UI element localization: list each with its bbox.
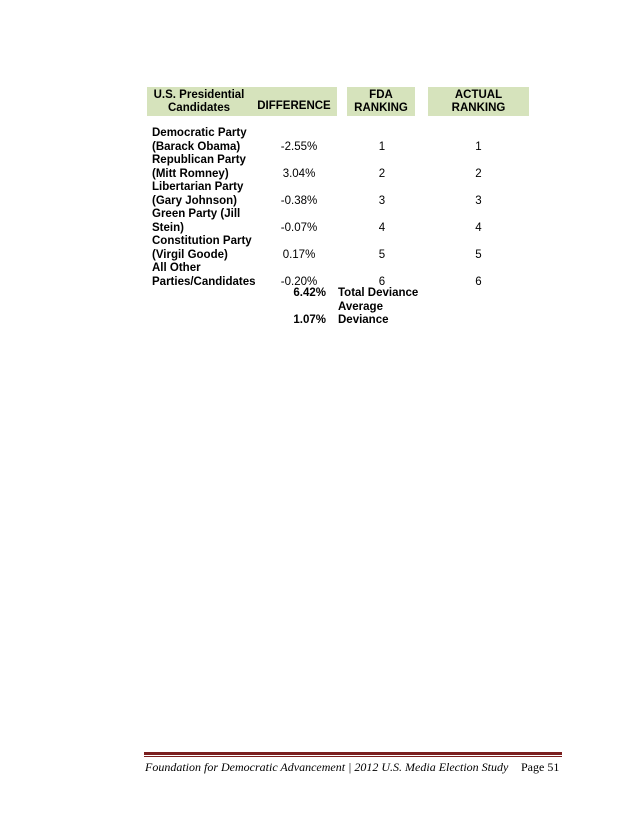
candidate-name-line-2: (Mitt Romney) <box>152 167 229 180</box>
candidate-name-line-1: Constitution Party <box>152 235 252 247</box>
results-table-body <box>152 127 552 289</box>
header-actual-line-1: ACTUAL <box>454 88 503 101</box>
actual-ranking-value: 5 <box>475 248 482 261</box>
difference-value: -2.55% <box>280 140 318 153</box>
table-row <box>152 154 552 181</box>
average-deviance-label-line-2: Deviance <box>338 314 389 326</box>
candidate-name-line-1: Libertarian Party <box>152 181 244 193</box>
actual-ranking-value: 1 <box>475 140 482 153</box>
footer-rule-thin <box>144 756 562 757</box>
footer-rule-thick <box>144 752 562 755</box>
candidate-name <box>152 181 267 208</box>
actual-ranking-value: 3 <box>475 194 482 207</box>
header-fda-line-2: RANKING <box>354 101 408 114</box>
difference-value: -0.20% <box>280 275 318 288</box>
candidate-name-line-2: (Gary Johnson) <box>152 194 237 207</box>
header-candidates-line-1: U.S. Presidential <box>153 88 245 101</box>
actual-ranking-value: 2 <box>475 167 482 180</box>
candidate-name <box>152 154 267 181</box>
table-row <box>152 127 552 154</box>
candidate-name <box>152 208 267 235</box>
candidate-name-line-1: Democratic Party <box>152 127 247 139</box>
difference-value: -0.38% <box>280 194 318 207</box>
difference-value: -0.07% <box>280 221 318 234</box>
header-fda-ranking <box>347 87 415 116</box>
candidate-name-line-2: Stein) <box>152 221 184 234</box>
actual-ranking-value: 6 <box>475 275 482 288</box>
difference-value: 3.04% <box>282 167 316 180</box>
candidate-name <box>152 235 267 262</box>
candidate-name-line-2: (Virgil Goode) <box>152 248 228 261</box>
table-row <box>152 181 552 208</box>
fda-ranking-value: 2 <box>378 167 386 180</box>
actual-ranking-value: 4 <box>475 221 482 234</box>
table-row <box>152 262 552 289</box>
table-row <box>152 208 552 235</box>
candidate-name <box>152 127 267 154</box>
candidate-name-line-1: Green Party (Jill <box>152 208 241 220</box>
header-actual-line-2: RANKING <box>451 101 506 114</box>
fda-ranking-value: 6 <box>378 275 386 288</box>
total-deviance-label: Total Deviance <box>338 287 419 299</box>
fda-ranking-value: 4 <box>378 221 386 234</box>
average-deviance-value: 1.07% <box>293 314 326 326</box>
header-difference <box>251 87 337 116</box>
footer-text: Foundation for Democratic Advancement | 2012 U.S. Media Election Study <box>145 760 509 774</box>
fda-ranking-value: 5 <box>378 248 386 261</box>
header-difference-label: DIFFERENCE <box>257 100 331 112</box>
average-deviance-label-line-1: Average <box>338 300 383 313</box>
candidate-name-line-2: (Barack Obama) <box>152 140 241 153</box>
average-deviance-label <box>338 301 458 328</box>
candidate-name-line-1: Republican Party <box>152 154 246 166</box>
total-deviance-value: 6.42% <box>293 287 326 299</box>
candidate-name-line-2: Parties/Candidates <box>152 275 256 288</box>
header-fda-line-1: FDA <box>369 88 393 101</box>
header-actual-ranking <box>428 87 529 116</box>
header-candidates-line-2: Candidates <box>168 101 230 114</box>
difference-value: 0.17% <box>282 248 316 261</box>
table-row <box>152 235 552 262</box>
candidate-name <box>152 262 267 289</box>
fda-ranking-value: 3 <box>378 194 386 207</box>
fda-ranking-value: 1 <box>378 140 386 153</box>
header-candidates <box>147 87 251 116</box>
candidate-name-line-1: All Other <box>152 262 201 274</box>
page-number: Page 51 <box>521 760 560 774</box>
